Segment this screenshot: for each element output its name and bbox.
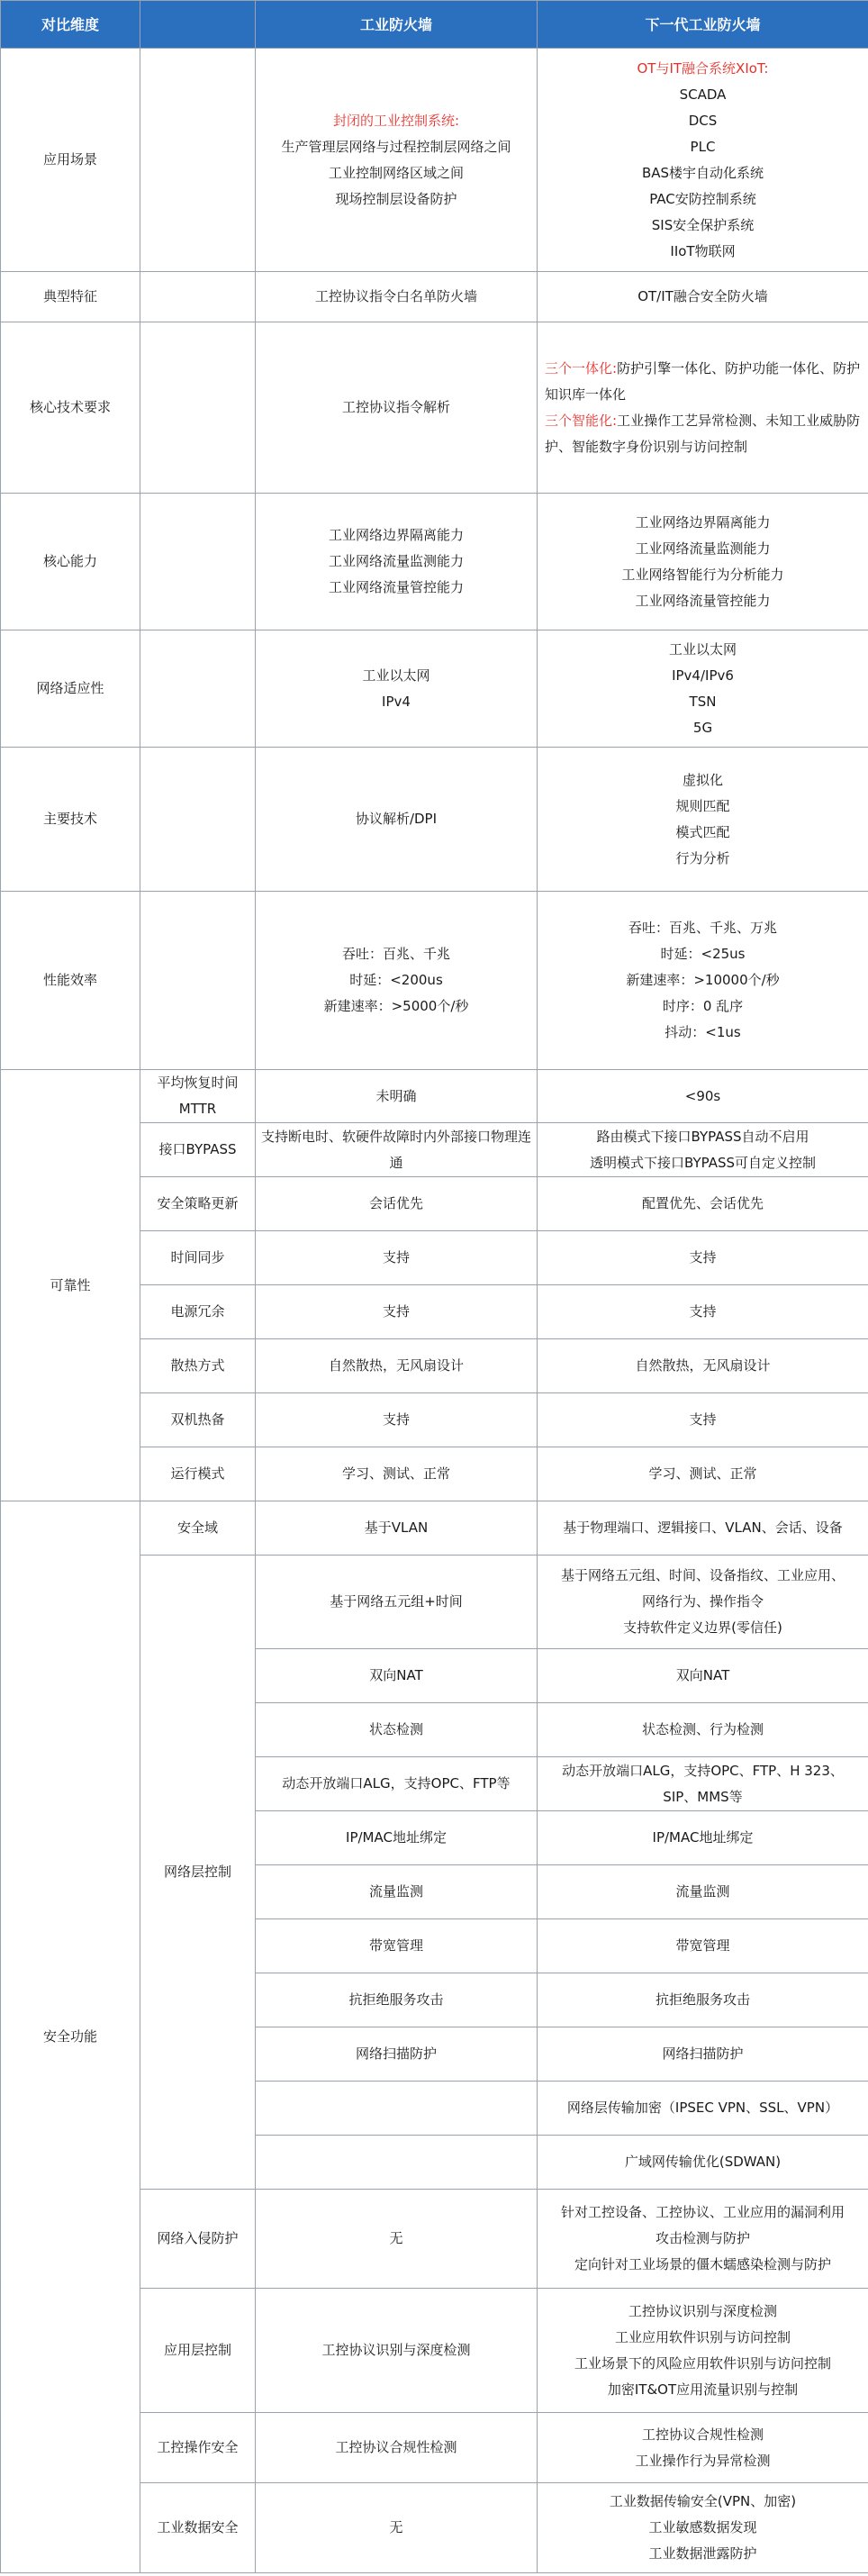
cell-next-gen: 双向NAT [538,1649,868,1703]
cell-next-gen: 抗拒绝服务攻击 [538,1973,868,2027]
cell-next-gen: 学习、测试、正常 [538,1447,868,1501]
cell-next-gen: 工业网络边界隔离能力 工业网络流量监测能力 工业网络智能行为分析能力 工业网络流量管控能力 [538,494,868,630]
row-security-domain [1,1501,868,1556]
row-label: 性能效率 [1,892,140,1070]
cell-next-gen: 自然散热，无风扇设计 [538,1339,868,1393]
cell-industrial: 封闭的工业控制系统: 生产管理层网络与过程控制层网络之间 工业控制网络区域之间 现场控制层设备防护 [256,49,538,272]
cell-industrial: 带宽管理 [256,1919,538,1973]
header-dimension: 对比维度 [1,1,140,49]
cell-industrial: 工控协议指令解析 [256,322,538,494]
cell-next-gen: OT/IT融合安全防火墙 [538,272,868,322]
row-feature [1,272,868,322]
sub-label: 工控操作安全 [140,2413,256,2483]
cell-industrial: 动态开放端口ALG，支持OPC、FTP等 [256,1757,538,1811]
cell-next-gen: 流量监测 [538,1865,868,1919]
cell-next-gen: 工业以太网 IPv4/IPv6 TSN 5G [538,630,868,748]
cell-industrial: 工控协议指令白名单防火墙 [256,272,538,322]
cell-industrial: 流量监测 [256,1865,538,1919]
sub-label: 安全策略更新 [140,1177,256,1231]
cell-next-gen: 工控协议识别与深度检测 工业应用软件识别与访问控制 工业场景下的风险应用软件识别与访问控制 加密IT&OT应用流量识别与控制 [538,2289,868,2413]
row-label: 主要技术 [1,748,140,892]
cell-industrial: 会话优先 [256,1177,538,1231]
cell-next-gen: IP/MAC地址绑定 [538,1811,868,1865]
cell-industrial: 抗拒绝服务攻击 [256,1973,538,2027]
cell-next-gen: 支持 [538,1393,868,1447]
row-label: 应用场景 [1,49,140,272]
header-industrial-firewall: 工业防火墙 [256,1,538,49]
sub-label: 平均恢复时间 MTTR [140,1070,256,1123]
row-scenario [1,49,868,272]
cell-industrial: 双向NAT [256,1649,538,1703]
row-label: 核心技术要求 [1,322,140,494]
cell-next-gen: 虚拟化 规则匹配 模式匹配 行为分析 [538,748,868,892]
cell-next-gen: 带宽管理 [538,1919,868,1973]
cell-industrial: 学习、测试、正常 [256,1447,538,1501]
cell-next-gen: 支持 [538,1285,868,1339]
sub-label: 时间同步 [140,1231,256,1285]
group-label-reliability: 可靠性 [1,1070,140,1501]
cell-industrial [256,2136,538,2190]
cell-next-gen: 吞吐：百兆、千兆、万兆 时延：<25us 新建速率：>10000个/秒 时序：0 乱序 抖动：<1us [538,892,868,1070]
cell-next-gen: 支持 [538,1231,868,1285]
header-next-gen-firewall: 下一代工业防火墙 [538,1,868,49]
row-label: 网络适应性 [1,630,140,748]
cell-industrial: 未明确 [256,1070,538,1123]
cell-next-gen: 基于网络五元组、时间、设备指纹、工业应用、 网络行为、操作指令 支持软件定义边界(零信任) [538,1556,868,1649]
row-label: 核心能力 [1,494,140,630]
cell-next-gen: 网络层传输加密（IPSEC VPN、SSL、VPN） [538,2082,868,2136]
sub-label: 接口BYPASS [140,1123,256,1177]
cell-industrial: 自然散热，无风扇设计 [256,1339,538,1393]
cell-next-gen: 配置优先、会话优先 [538,1177,868,1231]
sub-label: 运行模式 [140,1447,256,1501]
cell-industrial: 支持 [256,1393,538,1447]
cell-industrial: 网络扫描防护 [256,2027,538,2082]
cell-next-gen: OT与IT融合系统XIoT: SCADA DCS PLC BAS楼宇自动化系统 PAC安防控制系统 SIS安全保护系统 IIoT物联网 [538,49,868,272]
cell-industrial: 工业以太网 IPv4 [256,630,538,748]
cell-industrial: 工控协议识别与深度检测 [256,2289,538,2413]
sub-label: 应用层控制 [140,2289,256,2413]
sub-label: 网络入侵防护 [140,2190,256,2289]
cell-industrial: IP/MAC地址绑定 [256,1811,538,1865]
cell-industrial: 协议解析/DPI [256,748,538,892]
cell-industrial: 工业网络边界隔离能力 工业网络流量监测能力 工业网络流量管控能力 [256,494,538,630]
cell-industrial: 无 [256,2483,538,2573]
header-row [1,1,868,49]
cell-next-gen: 基于物理端口、逻辑接口、VLAN、会话、设备 [538,1501,868,1556]
cell-next-gen: 状态检测、行为检测 [538,1703,868,1757]
cell-industrial: 基于VLAN [256,1501,538,1556]
sub-label: 工业数据安全 [140,2483,256,2573]
header-blank [140,1,256,49]
cell-next-gen: 工控协议合规性检测 工业操作行为异常检测 [538,2413,868,2483]
cell-industrial [256,2082,538,2136]
cell-industrial: 支持 [256,1231,538,1285]
cell-next-gen: 针对工控设备、工控协议、工业应用的漏洞利用 攻击检测与防护 定向针对工业场景的僵木蠕感染检测与防护 [538,2190,868,2289]
cell-next-gen: 动态开放端口ALG，支持OPC、FTP、H 323、 SIP、MMS等 [538,1757,868,1811]
sub-label: 双机热备 [140,1393,256,1447]
cell-industrial: 工控协议合规性检测 [256,2413,538,2483]
sub-label: 散热方式 [140,1339,256,1393]
row-reliability-mttr [1,1070,868,1123]
row-core-ability [1,494,868,630]
row-core-tech [1,322,868,494]
cell-industrial: 支持断电时、软硬件故障时内外部接口物理连通 [256,1123,538,1177]
row-label: 典型特征 [1,272,140,322]
group-label-security: 安全功能 [1,1501,140,2573]
sub-label: 安全域 [140,1501,256,1556]
cell-industrial: 状态检测 [256,1703,538,1757]
sub-label: 电源冗余 [140,1285,256,1339]
cell-industrial: 无 [256,2190,538,2289]
cell-industrial: 基于网络五元组+时间 [256,1556,538,1649]
row-tech [1,748,868,892]
cell-industrial: 吞吐：百兆、千兆 时延：<200us 新建速率：>5000个/秒 [256,892,538,1070]
cell-next-gen: 广域网传输优化(SDWAN) [538,2136,868,2190]
cell-next-gen: 三个一体化:防护引擎一体化、防护功能一体化、防护知识库一体化 三个智能化:工业操作工艺异常检测、未知工业威胁防护、智能数字身份识别与访问控制 [538,322,868,494]
cell-next-gen: 网络扫描防护 [538,2027,868,2082]
cell-next-gen: <90s [538,1070,868,1123]
cell-next-gen: 路由模式下接口BYPASS自动不启用 透明模式下接口BYPASS可自定义控制 [538,1123,868,1177]
cell-next-gen: 工业数据传输安全(VPN、加密) 工业敏感数据发现 工业数据泄露防护 [538,2483,868,2573]
row-network [1,630,868,748]
row-perf [1,892,868,1070]
sub-label-network-layer: 网络层控制 [140,1556,256,2190]
cell-industrial: 支持 [256,1285,538,1339]
